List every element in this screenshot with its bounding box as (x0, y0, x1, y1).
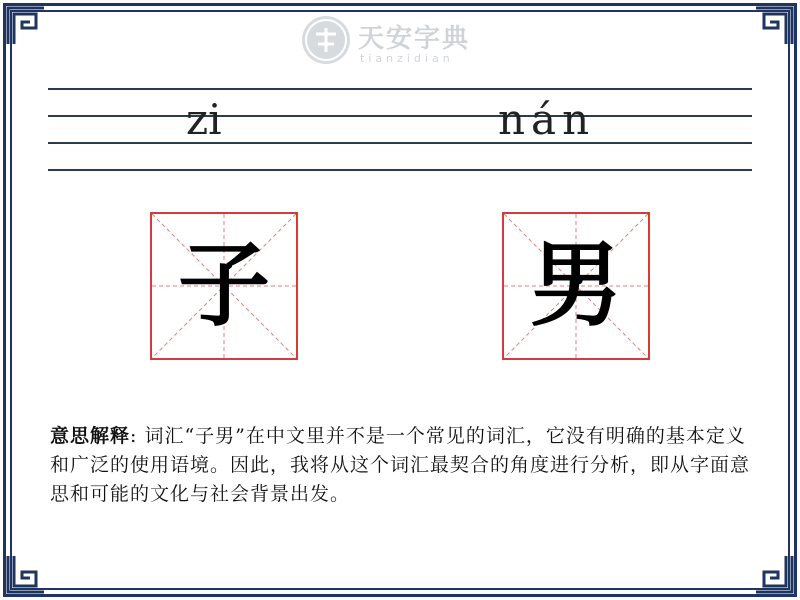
corner-ornament-icon (754, 554, 794, 594)
pinyin-nan: nán (498, 95, 596, 144)
character-zi: 子 (177, 232, 270, 339)
watermark-subtitle: tianzidian (360, 52, 454, 65)
logo-seal-icon (302, 16, 350, 64)
meaning-paragraph (50, 422, 754, 509)
meaning-text: 词汇“子男”在中文里并不是一个常见的词汇，它没有明确的基本定义和广泛的使用语境。因此，我将从这个词汇最契合的角度进行分析，即从字面意思和可能的文化与社会背景出发。 (50, 425, 751, 505)
character-grid-nan (502, 212, 650, 360)
pinyin-zi: zi (186, 95, 222, 144)
corner-ornament-icon (754, 6, 794, 46)
meaning-label: 意思解释 (50, 425, 131, 447)
character-nan: 男 (529, 232, 622, 339)
pinyin-staff (48, 88, 752, 174)
character-grid-zi (150, 212, 298, 360)
watermark-title: 天安字典 (358, 24, 471, 54)
corner-ornament-icon (6, 6, 46, 46)
meaning-colon: : (130, 425, 145, 447)
corner-ornament-icon (6, 554, 46, 594)
watermark (302, 14, 502, 70)
